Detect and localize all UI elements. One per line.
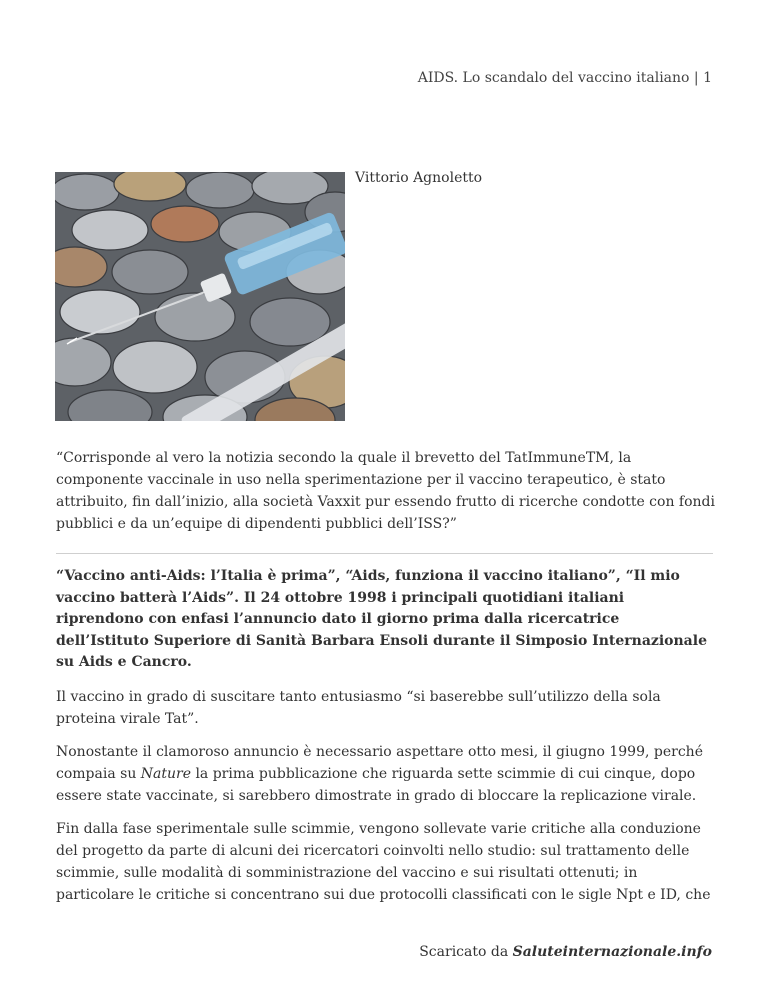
page-header: AIDS. Lo scandalo del vaccino italiano | 1: [417, 70, 712, 86]
page-footer: [419, 944, 712, 960]
section-divider: [56, 553, 713, 554]
lead-paragraph: “Vaccino anti-Aids: l’Italia è prima”, “Aids, funziona il vaccino italiano”, “Il mio vaccino batterà l’Aids”. Il 24 ottobre 1998 i principali quotidiani italiani riprendono con enfasi l’annuncio dato il giorno prima dalla ricercatrice dell’Istituto Superiore di Sanità Barbara Ensoli durante il Simposio Internazionale su Aids e Cancro.: [56, 568, 707, 670]
article-body: [56, 566, 716, 917]
journal-name: Nature: [140, 765, 191, 782]
author-name: Vittorio Agnoletto: [355, 170, 483, 186]
intro-question: “Corrisponde al vero la notizia secondo la quale il brevetto del TatImmuneTM, la componente vaccinale in uso nella sperimentazione per il vaccino terapeutico, è stato attribuito, fin dall’inizio, alla società Vaxxit pur essendo frutto di ricerche condotte con fondi pubblici e da un’equipe di dipendenti pubblici dell’ISS?”: [56, 450, 715, 532]
paragraph-1: Il vaccino in grado di suscitare tanto entusiasmo “si baserebbe sull’utilizzo della sola proteina virale Tat”.: [56, 688, 661, 727]
article-photo-syringe-coins: [55, 172, 345, 421]
footer-brand-link[interactable]: Saluteinternazionale.info: [512, 944, 712, 960]
syringe-coins-illustration: [55, 172, 345, 421]
paragraph-3: Fin dalla fase sperimentale sulle scimmie, vengono sollevate varie critiche alla conduzione del progetto da parte di alcuni dei ricercatori coinvolti nello studio: sul trattamento delle scimmie, sulle modalità di somministrazione del vaccino e sui risultati ottenuti; in particolare le critiche si concentrano sui due protocolli classificati con le sigle Npt e ID, che: [56, 820, 711, 903]
paragraph-2-text-a: Nonostante il clamoroso annuncio è necessario aspettare otto mesi, il giugno 1999, perché compaia su: [56, 743, 703, 782]
footer-prefix: Scaricato da: [419, 944, 513, 960]
paragraph-2: [56, 741, 716, 807]
paragraph-2-text-b: la prima pubblicazione che riguarda sette scimmie di cui cinque, dopo essere state vaccinate, si sarebbero dimostrate in grado di bloccare la replicazione virale.: [56, 765, 697, 804]
